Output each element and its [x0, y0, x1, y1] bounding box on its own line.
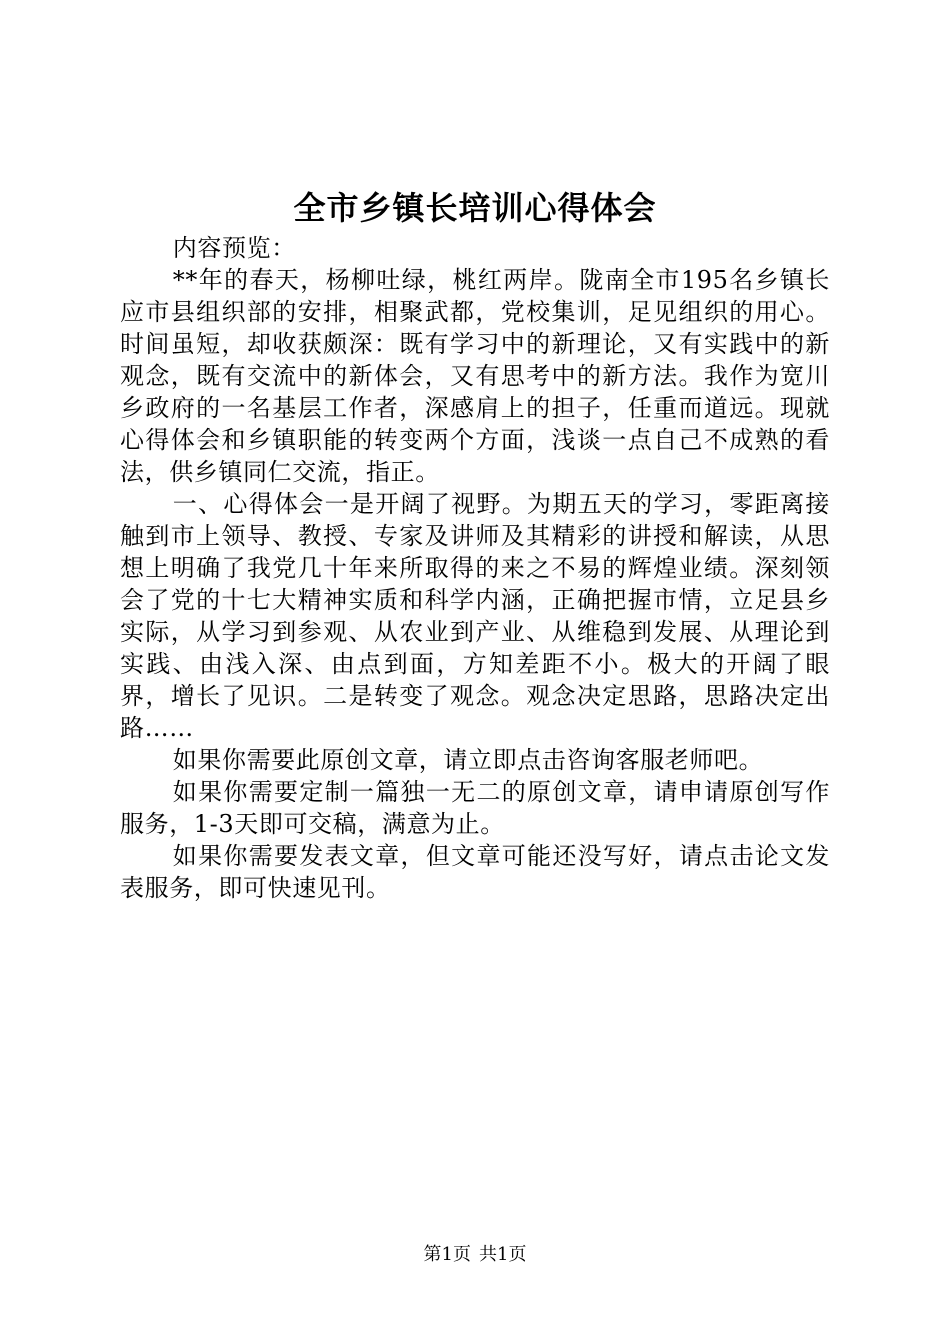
- paragraph-consult: 如果你需要此原创文章，请立即点击咨询客服老师吧。: [172, 746, 764, 774]
- page-number-total: 共1页: [479, 1244, 527, 1265]
- paragraph-publish: 如果你需要发表文章，但文章可能还没写好，请点击论文发表服务，即可快速见刊。: [120, 842, 830, 902]
- page-number-current: 第1页: [423, 1244, 471, 1265]
- preview-label: 内容预览：: [172, 234, 296, 262]
- paragraph-custom-writing: 如果你需要定制一篇独一无二的原创文章，请申请原创写作服务，1-3天即可交稿，满意为止。: [120, 778, 830, 838]
- page-footer: [0, 1243, 950, 1267]
- document-title: 全市乡镇长培训心得体会: [293, 189, 657, 227]
- paragraph-experience: 一、心得体会一是开阔了视野。为期五天的学习，零距离接触到市上领导、教授、专家及讲师及其精彩的讲授和解读，从思想上明确了我党几十年来所取得的来之不易的辉煌业绩。深刻领会了党的十七大精神实质和科学内涵，正确把握市情，立足县乡实际，从学习到参观、从农业到产业、从维稳到发展、从理论到实践、由浅入深、由点到面，方知差距不小。极大的开阔了眼界，增长了见识。二是转变了观念。观念决定思路，思路决定出路……: [120, 490, 830, 742]
- document-body: [120, 232, 830, 904]
- paragraph-intro: **年的春天，杨柳吐绿，桃红两岸。陇南全市195名乡镇长应市县组织部的安排，相聚武都，党校集训，足见组织的用心。时间虽短，却收获颇深：既有学习中的新理论，又有实践中的新观念，既有交流中的新体会，又有思考中的新方法。我作为宽川乡政府的一名基层工作者，深感肩上的担子，任重而道远。现就心得体会和乡镇职能的转变两个方面，浅谈一点自己不成熟的看法，供乡镇同仁交流，指正。: [120, 266, 830, 486]
